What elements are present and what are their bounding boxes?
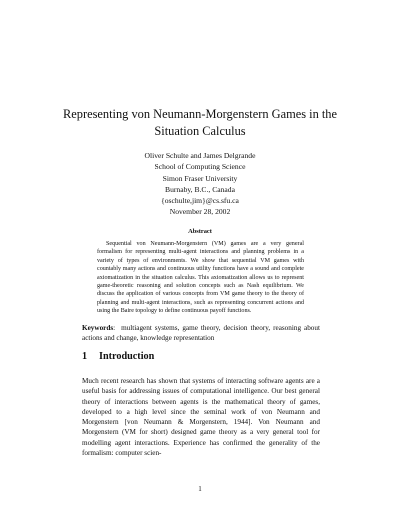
- keywords: Keywords: multiagent systems, game theory, decision theory, reasoning about actions and change, knowledge representation: [82, 324, 320, 343]
- author-names: Oliver Schulte and James Delgrande: [144, 151, 256, 160]
- page-number: 1: [198, 485, 202, 493]
- author-block: [60, 150, 340, 206]
- section-heading: [82, 351, 320, 362]
- email: {oschulte,jim}@cs.sfu.ca: [161, 196, 239, 206]
- abstract-text: Sequential von Neumann-Morgenstern (VM) games are a very general formalism for representing multi-agent interactions and planning problems in a variety of types of environments. We show that sequential VM games with countably many actions and continuous utility functions have a sound and complete axiomatization in the situation calculus. This axiomatization allows us to represent game-theoretic reasoning and solution concepts such as Nash equilibrium. We discuss the application of various concepts from VM game theory to the theory of planning and multi-agent interactions, such as representing concurrent actions and using the Baire topology to define continuous payoff functions.: [97, 241, 304, 315]
- paper-title: Representing von Neumann-Morgenstern Games in the Situation Calculus: [62, 107, 338, 138]
- section-title: Introduction: [99, 351, 155, 362]
- intro-paragraph: Much recent research has shown that systems of interacting software agents are a useful basis for addressing issues of computational intelligence. Our best general theory of interactions between agents is the mathematical theory of games, developed to a high level since the seminal work of von Neumann and Morgenstern [von Neumann & Morgenstern, 1944]. Von Neumann and Morgenstern (VM for short) designed game theory as a very general tool for modelling agent interactions. Experience has confirmed the generality of the formalism: computer scien-: [82, 377, 320, 458]
- affiliation: School of Computing Science: [154, 162, 246, 172]
- location: Burnaby, B.C., Canada: [165, 184, 235, 194]
- university: Simon Fraser University: [162, 173, 238, 183]
- abstract-heading: Abstract: [188, 228, 212, 235]
- section-number: 1: [82, 351, 88, 362]
- paper-date: November 28, 2002: [169, 207, 231, 216]
- keywords-text: multiagent systems, game theory, decision theory, reasoning about actions and change, knowledge representation: [82, 324, 320, 343]
- keywords-label: Keywords: [82, 324, 114, 332]
